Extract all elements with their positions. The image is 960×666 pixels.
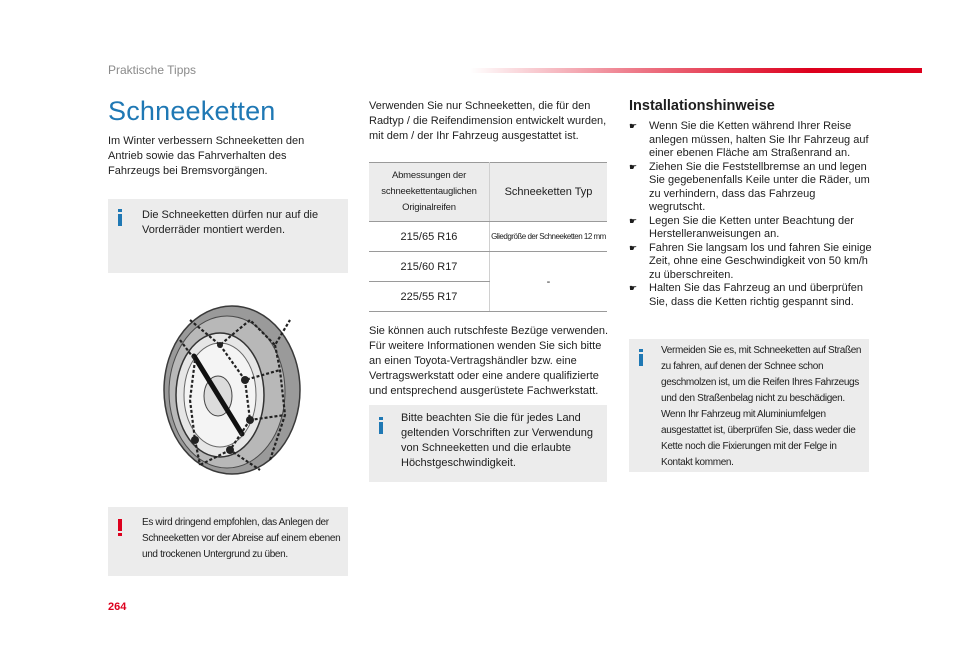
list-item: ☛ Halten Sie das Fahrzeug an und überprüfen Sie, dass die Ketten richtig gespannt sind. bbox=[629, 282, 864, 308]
note-regulations-text: Bitte beachten Sie die für jedes Land geltenden Vorschriften zur Verwendung von Schneeketten und die erlaubte Höchstgeschwindigkeit. bbox=[401, 412, 594, 469]
note-front-wheels-box bbox=[108, 199, 348, 273]
list-item: ☛ Fahren Sie langsam los und fahren Sie einige Zeit, ohne eine Geschwindigkeit von 50 km/h zu überschreiten. bbox=[629, 241, 872, 281]
table-cell-chain: - bbox=[490, 252, 608, 312]
section-label: Praktische Tipps bbox=[108, 63, 197, 77]
table-header-chain-type: Schneeketten Typ bbox=[490, 163, 608, 222]
table-cell-tire: 215/60 R17 bbox=[369, 252, 490, 282]
arrow-bullet-icon: ☛ bbox=[629, 121, 638, 131]
chain-usage-paragraph: Verwenden Sie nur Schneeketten, die für den Radtyp / die Reifendimension entwickelt wurden, mit dem / der Ihr Fahrzeug ausgestattet ist. bbox=[369, 100, 607, 142]
page-title: Schneeketten bbox=[108, 96, 276, 126]
info-icon bbox=[639, 349, 643, 366]
non-slip-covers-paragraph: Sie können auch rutschfeste Bezüge verwenden. Für weitere Informationen wenden Sie sich bitte an einen Toyota-Vertragshändler bzw. eine Vertragswerkstatt oder eine andere qualifizierte und entsprechend ausgerüstete Fachwerkstatt. bbox=[369, 325, 609, 397]
note-avoid-box bbox=[629, 339, 869, 472]
snow-chain-wheel-illustration bbox=[150, 300, 310, 485]
info-icon bbox=[118, 209, 122, 226]
header-accent-bar bbox=[470, 68, 922, 73]
arrow-bullet-icon: ☛ bbox=[629, 242, 638, 253]
installation-heading: Installationshinweise bbox=[629, 98, 775, 114]
table-header-tire-size: Abmessungen der schneekettentauglichen Originalreifen bbox=[369, 163, 490, 222]
table-cell-tire: 225/55 R17 bbox=[369, 282, 490, 312]
page-number: 264 bbox=[108, 601, 127, 613]
table-row bbox=[369, 252, 607, 282]
table-cell-chain: Gliedgröße der Schneeketten 12 mm bbox=[490, 222, 608, 252]
table-cell-tire: 215/65 R16 bbox=[369, 222, 490, 252]
info-icon bbox=[379, 417, 383, 434]
installation-steps-list bbox=[629, 120, 874, 309]
arrow-bullet-icon: ☛ bbox=[629, 215, 638, 226]
table-header-row bbox=[369, 163, 607, 222]
note-regulations-box bbox=[369, 405, 607, 482]
intro-paragraph: Im Winter verbessern Schneeketten den Antrieb sowie das Fahrverhalten des Fahrzeugs bei Bremsvorgängen. bbox=[108, 135, 305, 177]
list-item: ☛ Wenn Sie die Ketten während Ihrer Reise anlegen müssen, halten Sie Ihr Fahrzeug auf einer ebenen Fläche am Straßenrand an. bbox=[629, 120, 869, 159]
arrow-bullet-icon: ☛ bbox=[629, 161, 638, 172]
note-front-wheels-text: Die Schneeketten dürfen nur auf die Vorderräder montiert werden. bbox=[142, 209, 319, 236]
list-item: ☛ Legen Sie die Ketten unter Beachtung der Herstelleranweisungen an. bbox=[629, 214, 854, 240]
snow-chain-spec-table bbox=[369, 162, 607, 312]
note-avoid-text: Vermeiden Sie es, mit Schneeketten auf Straßen zu fahren, auf denen der Schnee schon geschmolzen ist, um die Reifen Ihres Fahrzeugs und den Straßenbelag nicht zu beschädigen. Wenn Ihr Fahrzeug mit Aluminiumfelgen ausgestattet ist, überprüfen Sie, dass weder die Kette noch die Fixierungen mit der Felge in Kontakt kommen. bbox=[661, 345, 862, 468]
warning-practice-box bbox=[108, 507, 348, 576]
table-row bbox=[369, 222, 607, 252]
list-item: ☛ Ziehen Sie die Feststellbremse an und legen Sie gegebenenfalls Keile unter die Räder, um zu verhindern, dass das Fahrzeug wegrutscht. bbox=[629, 160, 870, 213]
arrow-bullet-icon: ☛ bbox=[629, 283, 638, 293]
warning-practice-text: Es wird dringend empfohlen, das Anlegen der Schneeketten vor der Abreise auf einem ebenen und trockenen Untergrund zu üben. bbox=[142, 517, 341, 560]
warning-icon bbox=[118, 519, 122, 536]
